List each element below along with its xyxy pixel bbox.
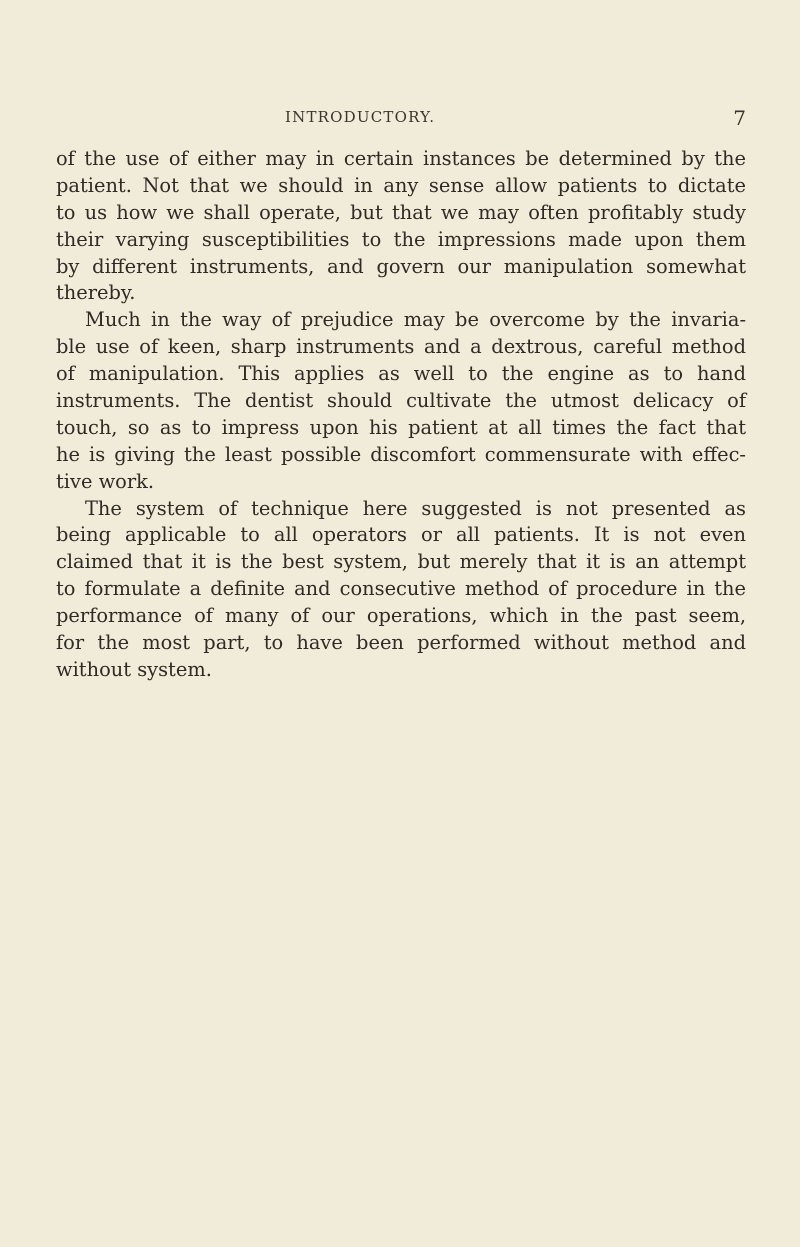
text-line: without system. xyxy=(56,657,212,681)
text-line: of the use of either may in certain instances be determined by the xyxy=(56,147,746,170)
text-line: being applicable to all operators or all patients. It is not even xyxy=(56,523,746,547)
running-title: INTRODUCTORY. xyxy=(285,108,436,126)
text-line: The system of technique here suggested is not presented as xyxy=(85,496,746,520)
text-line: performance of many of our operations, which in the past seem, xyxy=(56,604,746,628)
text-line: touch, so as to impress upon his patient at all times the fact that xyxy=(56,415,746,439)
text-line: thereby. xyxy=(56,281,136,305)
page-number: 7 xyxy=(733,106,746,130)
text-line: their varying susceptibilities to the impressions made upon them xyxy=(56,227,746,251)
body-text xyxy=(56,146,746,684)
text-line: claimed that it is the best system, but merely that it is an attempt xyxy=(56,550,746,574)
text-line: he is giving the least possible discomfort commensurate with effec- xyxy=(56,442,746,466)
text-line: tive work. xyxy=(56,469,155,493)
text-line: to us how we shall operate, but that we may often profitably study xyxy=(56,200,746,224)
text-line: for the most part, to have been performed without method and xyxy=(56,631,746,655)
text-line: to formulate a definite and consecutive method of procedure in the xyxy=(56,577,746,601)
text-line: instruments. The dentist should cultivate the utmost delicacy of xyxy=(56,389,746,413)
text-line: of manipulation. This applies as well to the engine as to hand xyxy=(56,362,746,386)
text-line: by different instruments, and govern our manipulation somewhat xyxy=(56,254,746,278)
text-line: Much in the way of prejudice may be overcome by the invaria- xyxy=(85,308,746,332)
running-head xyxy=(56,108,746,132)
text-line: patient. Not that we should in any sense allow patients to dictate xyxy=(56,173,746,197)
text-line: ble use of keen, sharp instruments and a dextrous, careful method xyxy=(56,335,746,359)
